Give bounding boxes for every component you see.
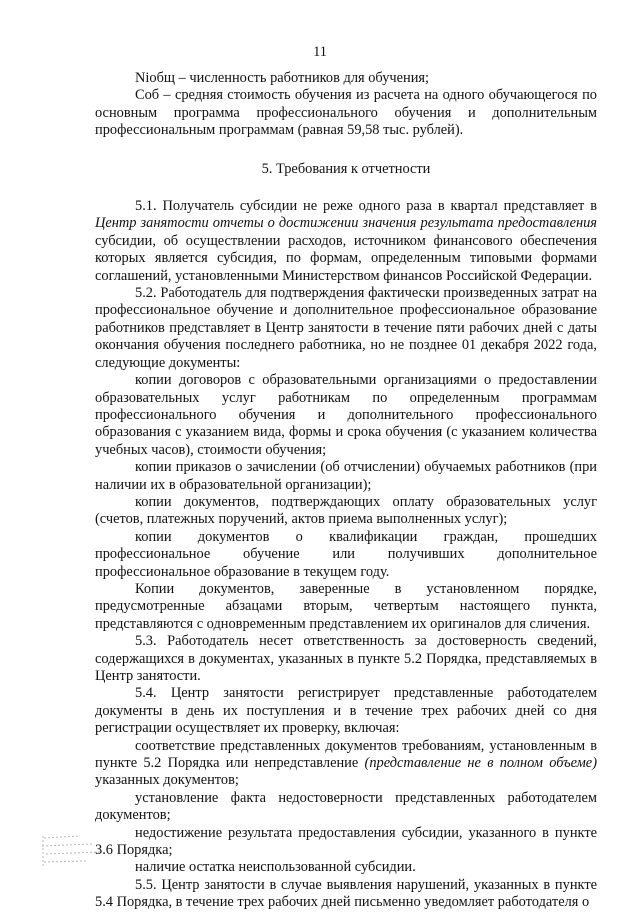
section-title: 5. Требования к отчетности <box>261 160 431 177</box>
definition-n: Nioбщ – численность работников для обучения; <box>135 70 430 86</box>
check-item: установление факта недостоверности представленных работодателем документов; <box>95 789 597 824</box>
check-item-start: соответствие представленных документов требованиям, установленным в пункте 5.2 Порядка или непредставление <box>95 737 597 772</box>
stamp-mark <box>40 832 110 870</box>
definition-c: Cоб – средняя стоимость обучения из расчета на одного обучающегося по основным программа профессионального обучения и дополнительным профессиональным программам (равная 59,58 тыс. рублей). <box>95 87 597 139</box>
paragraph-5-5: 5.5. Центр занятости в случае выявления нарушений, указанных в пункте 5.4 Порядка, в течение трех рабочих дней письменно уведомляет работодателя о <box>95 876 597 911</box>
check-item: наличие остатка неиспользованной субсидии. <box>135 859 416 876</box>
paragraph-5-4: 5.4. Центр занятости регистрирует представленные работодателем документы в день их поступления и в течение трех рабочих дней со дня регистрации осуществляет их проверку, включая: <box>95 685 597 737</box>
paragraph-5-3: 5.3. Работодатель несет ответственность за достоверность сведений, содержащихся в документах, указанных в пункте 5.2 Порядка, представляемых в Центр занятости. <box>95 633 597 684</box>
document-item: копии приказов о зачислении (об отчислении) обучаемых работников (при наличии их в образовательной организации); <box>95 459 597 493</box>
check-item <box>95 738 597 790</box>
page-number: 11 <box>313 44 327 60</box>
document-item: копии договоров с образовательными организациями о предоставлении образовательных услуг работникам по определенным программам профессионального обучения и дополнительного профессионального образования с указанием вида, формы и срока обучения (с указанием количества учебных часов), стоимости обучения; <box>95 372 597 458</box>
document-item: копии документов, подтверждающих оплату образовательных услуг (счетов, платежных поручений, актов приема выполненных услуг); <box>95 493 597 528</box>
paragraph-5-1-italic: Центр занятости отчеты о достижении значения результата предоставления <box>95 215 597 232</box>
check-item-italic: (представление не в полном объеме) <box>364 755 597 772</box>
check-item: недостижение результата предоставления субсидии, указанного в пункте 3.6 Порядка; <box>95 824 597 859</box>
paragraph-5-2: 5.2. Работодатель для подтверждения фактически произведенных затрат на профессиональное обучение и дополнительное профессиональное образование работников представляет в Центр занятости в течение пяти рабочих дней с даты окончания обучения последнего работника, но не позднее 01 декабря 2022 года, следующие документы: <box>95 285 597 371</box>
document-copies-note: Копии документов, заверенные в установленном порядке, предусмотренные абзацами вторым, четвертым настоящего пункта, представляются с одновременным представлением их оригиналов для сличения. <box>95 580 597 632</box>
document-body <box>95 70 597 912</box>
paragraph-5-1 <box>95 198 597 285</box>
paragraph-5-1-end: субсидии, об осуществлении расходов, источником финансового обеспечения которых является субсидия, по формам, определенным типовыми формами соглашений, установленными Министерством финансов Российской Федерации. <box>95 232 597 284</box>
document-item: копии документов о квалификации граждан, прошедших профессиональное обучение или получивших дополнительное профессиональное образование в текущем году. <box>95 528 597 580</box>
check-item-end: указанных документов; <box>95 772 239 789</box>
paragraph-5-1-start: 5.1. Получатель субсидии не реже одного раза в квартал представляет в <box>135 198 597 215</box>
